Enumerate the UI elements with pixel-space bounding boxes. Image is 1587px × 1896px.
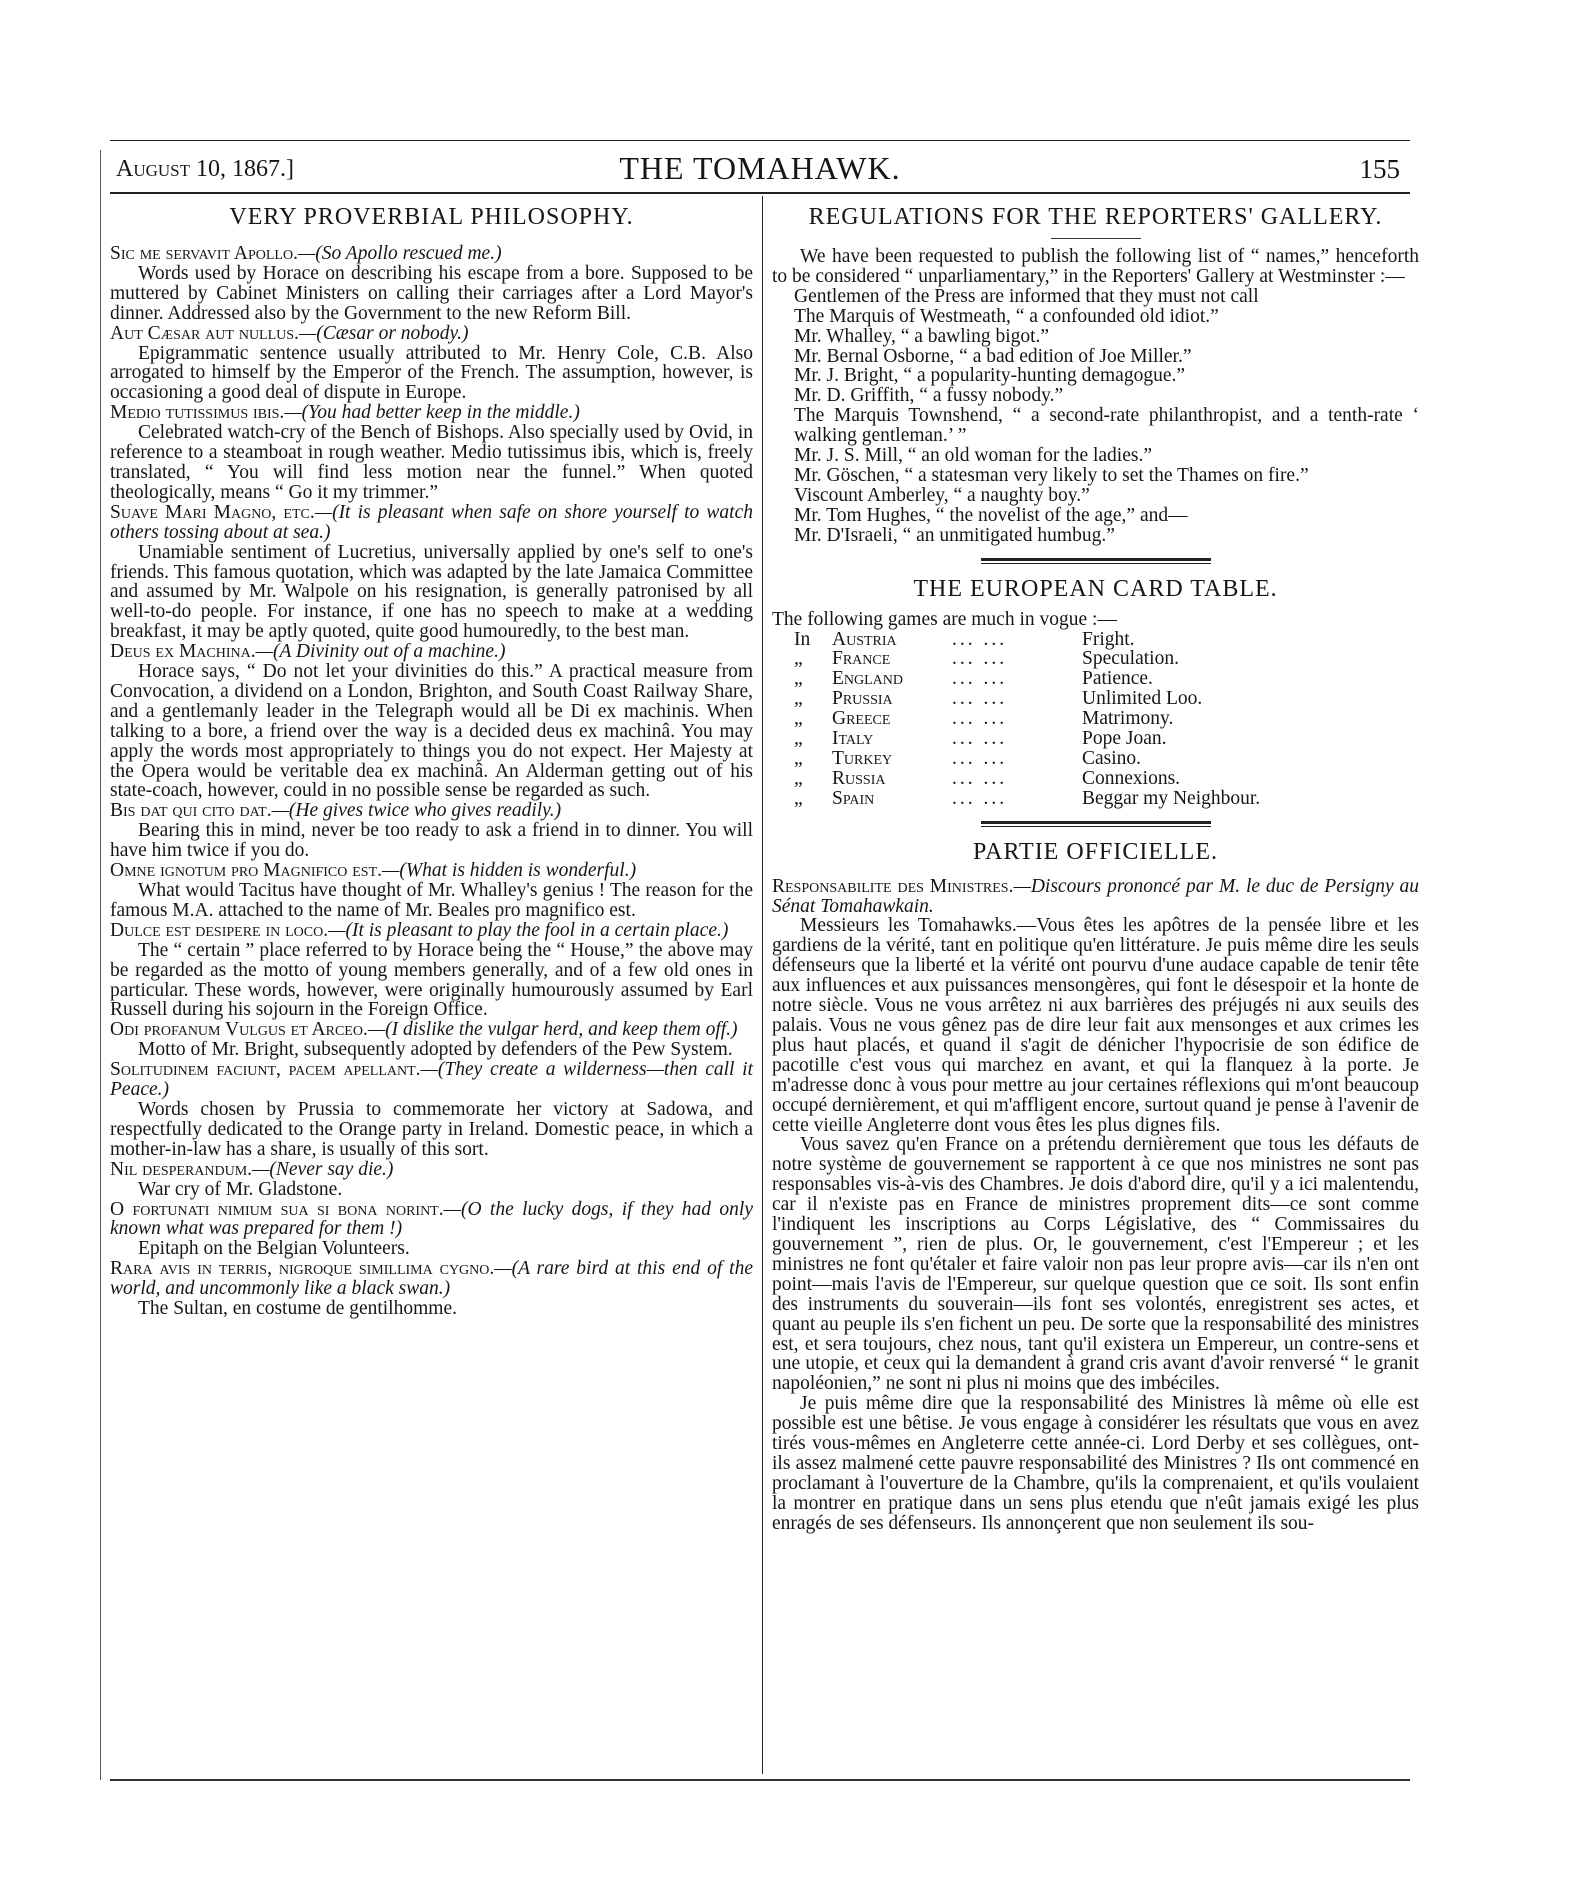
card-prefix: In xyxy=(794,628,811,650)
card-game: Beggar my Neighbour. xyxy=(1082,787,1261,809)
proverb-body: Unamiable sentiment of Lucretius, universally applied by one's self to one's friends. This famous quotation, which was adapted by the late Jamaica Committee and assumed by Mr. Walpole on his resignation, is generally patronised by all well-to-do people. For instance, if one has no speech to make at a wedding breakfast, it may be aptly quoted, quite good humouredly, to the best man. xyxy=(110,541,753,643)
header-page-number: 155 xyxy=(1359,154,1400,184)
card-leader-dots: ... ... xyxy=(952,787,1008,809)
title-underline xyxy=(1051,238,1141,239)
cards-table xyxy=(772,630,1419,809)
article-title-cards: THE EUROPEAN CARD TABLE. xyxy=(913,575,1278,602)
reporter-line: Mr. Whalley, “ a bawling bigot.” xyxy=(794,325,1050,347)
reporter-line: Viscount Amberley, “ a naughty boy.” xyxy=(794,484,1090,506)
proverb-heading xyxy=(110,921,753,941)
proverb-latin: Dulce est desipere in loco. xyxy=(110,919,329,941)
card-game: Pope Joan. xyxy=(1082,728,1167,750)
proverb-latin: Deus ex Machina. xyxy=(110,641,256,663)
proverb-latin: Medio tutissimus ibis. xyxy=(110,402,285,424)
proverb-heading xyxy=(110,244,753,264)
proverb-body: Epitaph on the Belgian Volunteers. xyxy=(138,1238,410,1260)
card-row xyxy=(772,689,1419,709)
proverb-translation: —(I dislike the vulgar herd, and keep them off.) xyxy=(367,1019,738,1041)
card-row xyxy=(772,630,1419,650)
proverb-translation: —(So Apollo rescued me.) xyxy=(297,243,502,264)
article-title-reporters: REGULATIONS FOR THE REPORTERS' GALLERY. xyxy=(808,204,1383,230)
reporter-line: Mr. Tom Hughes, “ the novelist of the age,” and— xyxy=(794,504,1188,526)
reporter-line: The Marquis of Westmeath, “ a confounded old idiot.” xyxy=(794,305,1219,327)
reporter-line: Mr. D'Israeli, “ an unmitigated humbug.” xyxy=(794,524,1115,546)
card-game: Matrimony. xyxy=(1082,708,1174,730)
proverb-latin: Omne ignotum pro Magnifico est. xyxy=(110,860,383,882)
proverb-translation: —(It is pleasant to play the fool in a certain place.) xyxy=(328,919,729,941)
proverb-body: Celebrated watch-cry of the Bench of Bishops. Also specially used by Ovid, in reference to a steamboat in rough weather. Medio tutissimus ibis, which is, freely translated, “ You will find less motion near the funnel.” When quoted theologically, means “ Go it my trimmer.” xyxy=(110,422,753,503)
section-divider xyxy=(981,821,1211,827)
proverb-latin: Solitudinem faciunt, pacem apellant. xyxy=(110,1059,421,1081)
card-prefix: „ xyxy=(794,747,803,769)
card-country: Italy xyxy=(832,728,874,750)
proverb-translation: —(Never say die.) xyxy=(252,1158,394,1180)
proverb-body: Horace says, “ Do not let your divinities do this.” A practical measure from Convocation, a dividend on a London, Brighton, and South Coast Railway Share, and a gentlemanly leader in the Telegraph would all be Di ex machinis. When talking to a bore, a friend over the way is a decided deus ex machinâ. You may apply the words most appropriately to things you do not expect. Her Majesty at the Opera would be veritable dea ex machinâ. An Alderman getting out of his state-coach, however, could in no possible sense be regarded as such. xyxy=(110,661,753,802)
card-leader-dots: ... ... xyxy=(952,767,1008,789)
card-row xyxy=(772,729,1419,749)
card-row xyxy=(772,749,1419,769)
reporters-intro: We have been requested to publish the following list of “ names,” henceforth to be considered “ unparliamentary,” in the Reporters' Gallery at Westminster :— xyxy=(772,246,1419,287)
card-row xyxy=(772,709,1419,729)
proverb-heading xyxy=(110,1160,753,1180)
proverb-translation: —(Cæsar or nobody.) xyxy=(298,322,469,344)
card-leader-dots: ... ... xyxy=(952,708,1008,730)
proverb-body: War cry of Mr. Gladstone. xyxy=(138,1178,343,1200)
proverb-translation: —(They create a wilderness—then call it Peace.) xyxy=(110,1059,754,1101)
right-column xyxy=(772,202,1419,1534)
article-title-proverbial: VERY PROVERBIAL PHILOSOPHY. xyxy=(229,204,634,230)
card-prefix: „ xyxy=(794,767,803,789)
proverb-translation: —(O the lucky dogs, if they had only known what was prepared for them !) xyxy=(110,1198,753,1240)
reporter-line: The Marquis Townshend, “ a second-rate philanthropist, and a tenth-rate ‘ walking gentleman.’ ” xyxy=(794,405,1419,447)
card-country: England xyxy=(832,668,904,690)
card-country: Spain xyxy=(832,787,875,809)
card-prefix: „ xyxy=(794,728,803,750)
proverb-heading xyxy=(110,801,753,821)
proverb-latin: O fortunati nimium sua si bona norint. xyxy=(110,1198,444,1220)
card-leader-dots: ... ... xyxy=(952,747,1008,769)
reporter-line: Gentlemen of the Press are informed that they must not call xyxy=(794,285,1259,307)
card-prefix: „ xyxy=(794,648,803,670)
card-prefix: „ xyxy=(794,708,803,730)
card-country: Greece xyxy=(832,708,891,730)
proverb-body: Words used by Horace on describing his escape from a bore. Supposed to be muttered by Cabinet Ministers on calling their carriages after a Lord Mayor's dinner. Addressed also by the Government to the new Reform Bill. xyxy=(110,262,753,324)
card-row xyxy=(772,769,1419,789)
reporter-line: Mr. D. Griffith, “ a fussy nobody.” xyxy=(794,385,1064,407)
proverb-list xyxy=(110,244,753,1319)
proverb-heading xyxy=(110,503,753,543)
proverb-latin: Aut Cæsar aut nullus. xyxy=(110,322,299,344)
header-title: THE TOMAHAWK. xyxy=(619,150,901,186)
partie-paragraph: Messieurs les Tomahawks.—Vous êtes les apôtres de la pensée libre et les gardiens de la vérité, tant en politique qu'en littérature. Je puis même dire les seuls défenseurs que la liberté et la vérité ont pourvu d'une audace capable de tenir tête aux influences et aux puissances mensongères, qui font le désespoir et la honte de notre siècle. Vous ne vous arrêtez ni aux barrières des préjugés ni aux seuils des palais. Vous ne vous gênez pas de dire leur fait aux mensonges et aux crimes les plus haut placés, et quand il s'agit de dénicher l'hypocrisie de son édifice de pacotille c'est vous qui marchez en avant, et qui la flanquez à la porte. Je m'adresse donc à vous pour mettre au jour certaines réflexions qui m'ont beaucoup occupé dernièrement, et qui m'affligent encore, surtout quand je pense à l'avenir de cette vieille Angleterre dont vous êtes les plus dignes fils. xyxy=(772,915,1419,1136)
section-divider xyxy=(981,558,1211,564)
card-prefix: „ xyxy=(794,668,803,690)
card-game: Connexions. xyxy=(1082,767,1181,789)
card-prefix: „ xyxy=(794,688,803,710)
proverb-body: Words chosen by Prussia to commemorate her victory at Sadowa, and respectfully dedicated to the Orange party in Ireland. Domestic peace, in which a mother-in-law has a share, is usually of this sort. xyxy=(110,1098,753,1160)
card-country: Russia xyxy=(832,767,886,789)
proverb-heading xyxy=(110,403,753,423)
card-country: Prussia xyxy=(832,688,893,710)
proverb-translation: —(He gives twice who gives readily.) xyxy=(271,800,562,822)
card-country: Austria xyxy=(832,628,897,650)
proverb-translation: —(What is hidden is wonderful.) xyxy=(382,860,637,882)
proverb-translation: —(It is pleasant when safe on shore yourself to watch others tossing about at sea.) xyxy=(110,501,753,543)
card-leader-dots: ... ... xyxy=(952,648,1008,670)
card-prefix: „ xyxy=(794,787,803,809)
proverb-body: Motto of Mr. Bright, subsequently adopted by defenders of the Pew System. xyxy=(138,1039,733,1061)
reporter-line: Mr. Göschen, “ a statesman very likely to set the Thames on fire.” xyxy=(794,464,1309,486)
reporter-line: Mr. Bernal Osborne, “ a bad edition of Joe Miller.” xyxy=(794,345,1192,367)
proverb-heading xyxy=(110,1259,753,1299)
cards-intro: The following games are much in vogue :— xyxy=(772,608,1117,630)
proverb-body: Bearing this in mind, never be too ready to ask a friend in to dinner. You will have him twice if you do. xyxy=(110,820,753,862)
proverb-latin: Odi profanum Vulgus et Arceo. xyxy=(110,1019,368,1041)
proverb-heading xyxy=(110,861,753,881)
card-game: Casino. xyxy=(1082,747,1142,769)
card-game: Unlimited Loo. xyxy=(1082,688,1203,710)
card-leader-dots: ... ... xyxy=(952,688,1008,710)
proverb-latin: Nil desperandum. xyxy=(110,1158,253,1180)
proverb-latin: Bis dat qui cito dat. xyxy=(110,800,272,822)
card-game: Fright. xyxy=(1082,628,1135,650)
bottom-rule xyxy=(110,1779,1410,1781)
partie-heading xyxy=(772,877,1419,917)
card-country: France xyxy=(832,648,891,670)
card-leader-dots: ... ... xyxy=(952,668,1008,690)
reporter-line: Mr. J. Bright, “ a popularity-hunting demagogue.” xyxy=(794,365,1186,387)
proverb-heading xyxy=(110,1020,753,1040)
card-game: Speculation. xyxy=(1082,648,1179,670)
page-header xyxy=(110,150,1410,190)
proverb-body: The “ certain ” place referred to by Horace being the “ House,” the above may be regarded as the motto of young members generally, and of a few old ones in particular. These words, however, were originally humourously assumed by Earl Russell during his sojourn in the Foreign Office. xyxy=(110,939,753,1021)
proverb-heading xyxy=(110,642,753,662)
proverb-heading xyxy=(110,1060,753,1100)
card-leader-dots: ... ... xyxy=(952,728,1008,750)
card-row xyxy=(772,649,1419,669)
header-rule xyxy=(110,192,1410,194)
proverb-latin: Sic me servavit Apollo. xyxy=(110,243,298,264)
column-divider xyxy=(762,196,763,1774)
partie-paragraph: Je puis même dire que la responsabilité des Ministres là même où elle est possible est une bêtise. Je vous engage à considérer les résultats que vous en avez tirés vous-mêmes en Angleterre cette année-ci. Lord Derby et ses collègues, ont-ils assez malmené cette pauvre responsabilité des Ministres ? Ils ont commencé en proclamant à l'ouverture de la Chambre, qu'ils la comprenaient, et qu'ils voulaient la montrer en pratique dans un sens plus etendu que n'eût jamais exigé les plus enragés de ses défenseurs. Ils annonçerent que non seulement ils sou- xyxy=(772,1393,1419,1534)
article-title-partie: PARTIE OFFICIELLE. xyxy=(972,838,1218,865)
top-rule xyxy=(110,140,1410,141)
proverb-latin: Rara avis in terris, nigroque simillima cygno. xyxy=(110,1258,495,1280)
partie-paragraph: Vous savez qu'en France on a prétendu dernièrement que tous les défauts de notre système de gouvernement se rapportent à ce que nos ministres ne sont pas responsables vis-à-vis des Chambres. Je dois d'abord dire, qu'il y a ici malentendu, car il n'existe pas en France de ministres proprement dits—ce sont comme l'indiquent les inscriptions au Corps Législative, des “ Commissaires du gouvernement ”, rien de plus. Or, le gouvernement, c'est l'Empereur ; et les ministres ne font qu'étaler et faire valoir non pas leur propre avis—car ils n'en ont point—mais l'avis de l'Empereur, sur quelque question que ce soit. Ils sont enfin des instruments du souverain—ils font ses volontés, enregistrent ses actes, et quant au peuple ils s'en fichent un peu. De sorte que la responsabilité des ministres est, et sera toujours, chez nous, tant qu'il existera un Empereur, un contre-sens et une utopie, et ceux qui la demandent à grand cris avant d'avoir renversé “ le granit napoléonien,” ne sont ni plus ni moins que des imbéciles. xyxy=(772,1134,1419,1395)
proverb-body: Epigrammatic sentence usually attributed to Mr. Henry Cole, C.B. Also arrogated to himself by the Emperor of the French. The assumption, however, is occasioning a good deal of dispute in Europe. xyxy=(110,342,753,404)
card-row xyxy=(772,789,1419,809)
left-column xyxy=(110,202,753,1319)
reporters-list xyxy=(772,287,1419,546)
card-leader-dots: ... ... xyxy=(952,628,1008,650)
proverb-translation: —(You had better keep in the middle.) xyxy=(284,402,580,424)
partie-subhead: —Discours prononcé par M. le duc de Persigny au Sénat Tomahawkain. xyxy=(772,875,1420,917)
left-page-edge xyxy=(100,150,101,1780)
partie-head: Responsabilite des Ministres. xyxy=(772,875,1014,897)
proverb-translation: —(A Divinity out of a machine.) xyxy=(255,641,506,663)
header-date: August 10, 1867.] xyxy=(116,156,294,182)
card-country: Turkey xyxy=(832,747,893,769)
proverb-body: What would Tacitus have thought of Mr. Whalley's genius ! The reason for the famous M.A. attached to the name of Mr. Beales pro magnifico est. xyxy=(110,880,753,921)
card-row xyxy=(772,669,1419,689)
proverb-heading xyxy=(110,324,753,344)
reporter-line: Mr. J. S. Mill, “ an old woman for the ladies.” xyxy=(794,445,1152,467)
proverb-heading xyxy=(110,1200,753,1240)
proverb-body: The Sultan, en costume de gentilhomme. xyxy=(138,1298,457,1320)
partie-body xyxy=(772,916,1419,1533)
card-game: Patience. xyxy=(1082,668,1153,690)
proverb-translation: —(A rare bird at this end of the world, and uncommonly like a black swan.) xyxy=(110,1258,753,1300)
proverb-latin: Suave Mari Magno, etc. xyxy=(110,501,315,523)
